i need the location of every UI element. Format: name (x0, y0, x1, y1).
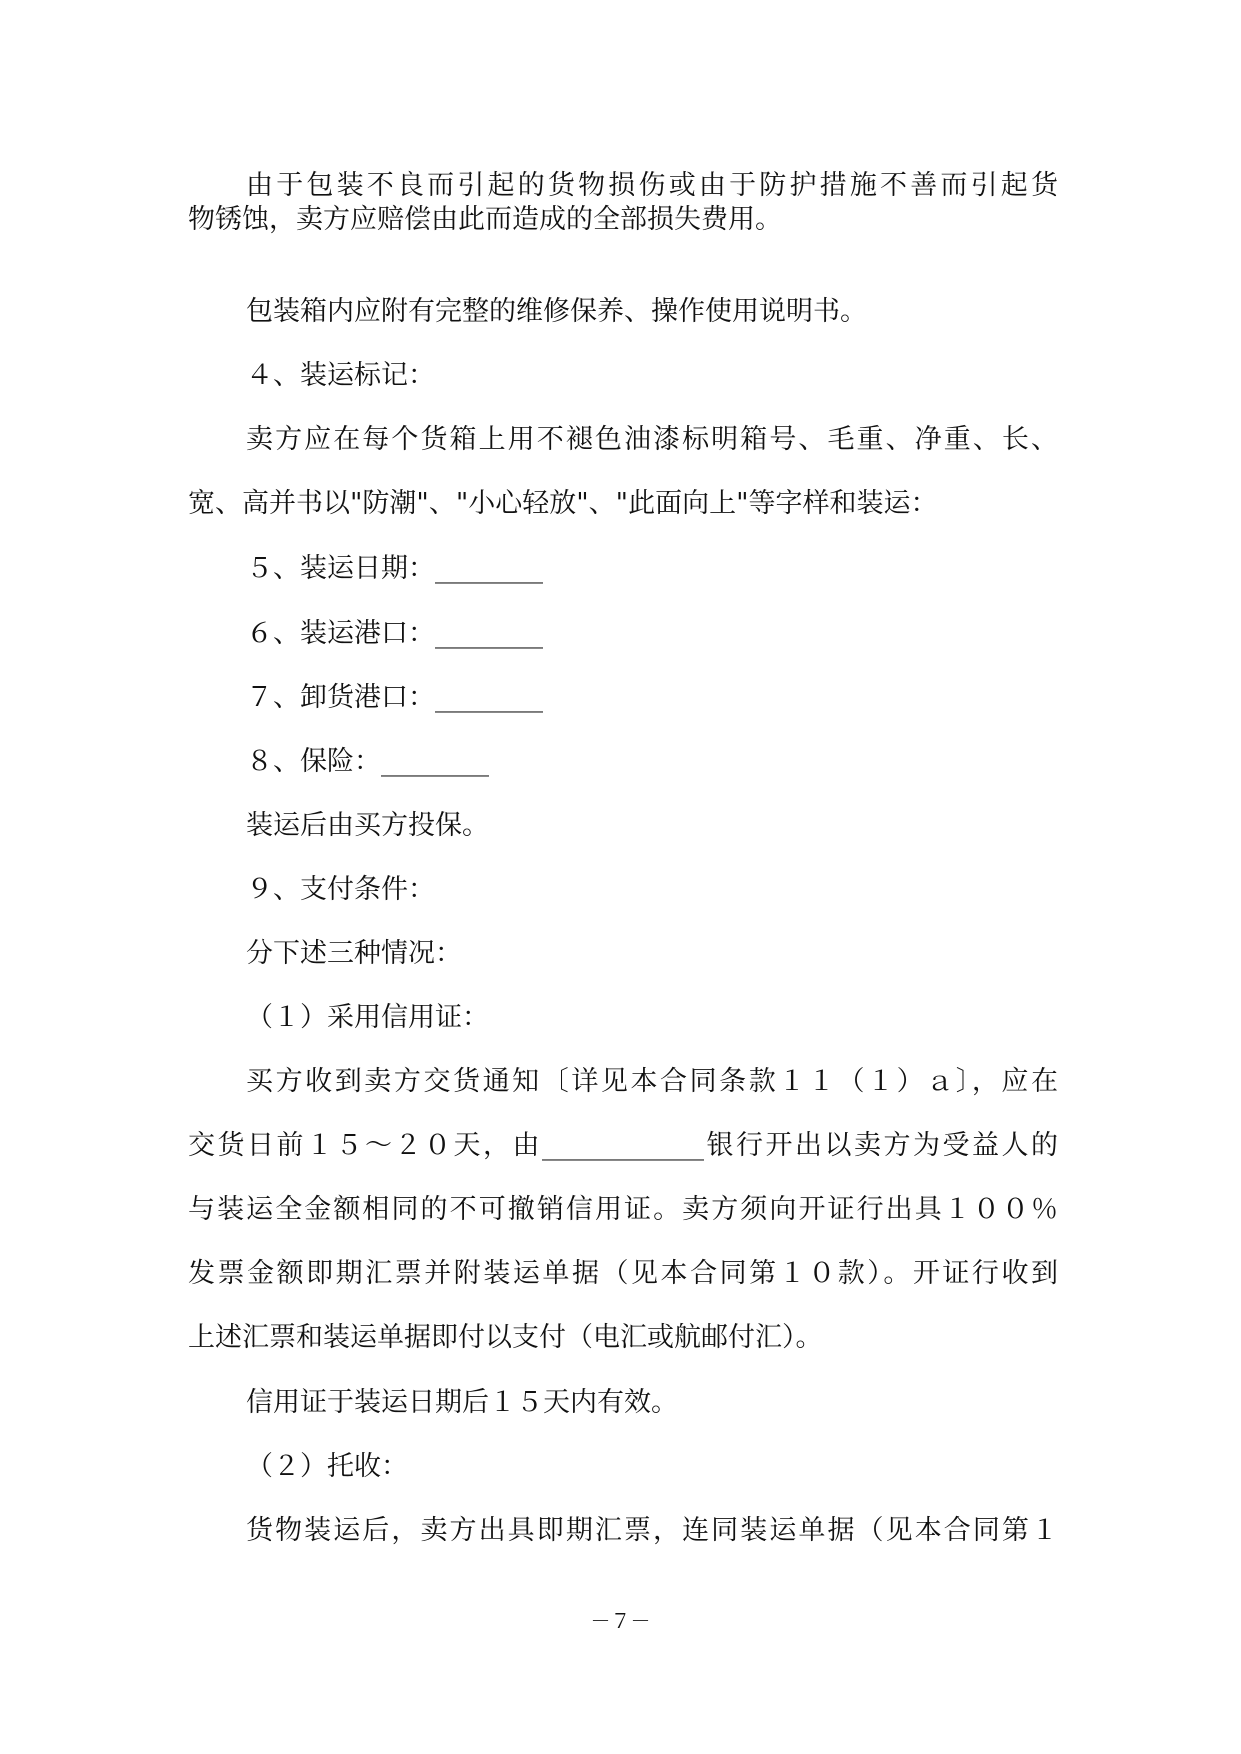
text-line: 包装箱内应附有完整的维修保养、操作使用说明书。 (246, 296, 867, 327)
text-line: 交货日前１５～２０天，由____________银行开出以卖方为受益人的 (188, 1130, 1058, 1161)
text-line: 装运后由买方投保。 (246, 810, 489, 841)
text-line: 分下述三种情况： (246, 938, 462, 969)
sub-heading: （２）托收： (246, 1451, 408, 1482)
page-number: －７－ (590, 1609, 651, 1633)
text-line: 货物装运后，卖方出具即期汇票，连同装运单据（见本合同第１ (246, 1515, 1058, 1546)
sub-heading: （１）采用信用证： (246, 1002, 489, 1033)
text-line: 信用证于装运日期后１５天内有效。 (246, 1387, 678, 1418)
section-heading: ９、支付条件： (246, 874, 435, 905)
shipment-date-field: ５、装运日期：________ (246, 553, 543, 584)
loading-port-field: ６、装运港口：________ (246, 618, 543, 649)
text-line: 买方收到卖方交货通知〔详见本合同条款１１（１）ａ〕，应在 (246, 1066, 1058, 1097)
text-line: 物锈蚀，卖方应赔偿由此而造成的全部损失费用。 (188, 204, 782, 235)
discharge-port-field: ７、卸货港口：________ (246, 682, 543, 713)
text-line: 上述汇票和装运单据即付以支付（电汇或航邮付汇）。 (188, 1322, 823, 1353)
text-line: 由于包装不良而引起的货物损伤或由于防护措施不善而引起货 (246, 170, 1058, 201)
text-line: 与装运全金额相同的不可撤销信用证。卖方须向开证行出具１００％ (188, 1194, 1058, 1225)
text-line: 发票金额即期汇票并附装运单据（见本合同第１０款）。开证行收到 (188, 1258, 1058, 1289)
text-line: 宽、高并书以"防潮"、"小心轻放"、"此面向上"等字样和装运： (188, 488, 938, 519)
section-heading: ４、装运标记： (246, 360, 435, 391)
text-line: 卖方应在每个货箱上用不褪色油漆标明箱号、毛重、净重、长、 (246, 424, 1058, 455)
insurance-field: ８、保险：________ (246, 746, 489, 777)
